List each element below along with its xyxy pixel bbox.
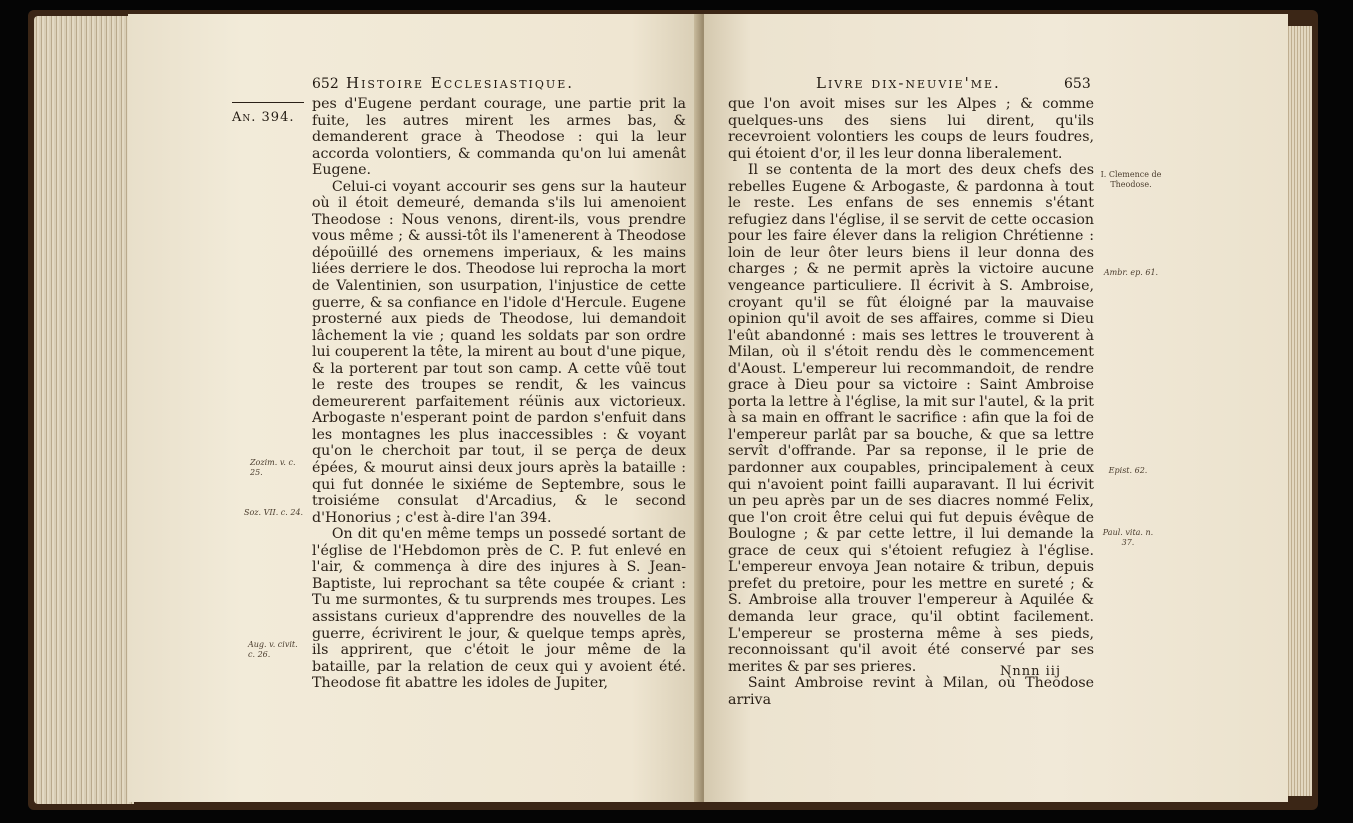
right-paragraph-1: que l'on avoit mises sur les Alpes ; & comme quelques-uns des siens lui dirent, qu'ils recevroient volontiers les coups de leurs foudres, qui étoient d'or, il les leur donna liberalement. (728, 96, 1094, 162)
right-margin-note-3: Epist. 62. (1108, 466, 1148, 475)
left-paragraph-2: Celui-ci voyant accourir ses gens sur la hauteur où il étoit demeuré, demanda s'ils lui amenoient Theodose : Nous venons, dirent-ils, vous prendre vous même ; & aussi-tôt ils l'amenerent à Theodose dépoüillé des ornemens imperiaux, & les mains liées derriere le dos. Theodose lui reprocha la mort de Valentinien, son usurpation, l'injustice de cette guerre, & sa confiance en l'idole d'Hercule. Eugene prosterné aux pieds de Theodose, lui demandoit lâchement la vie ; quand les soldats par son ordre lui couperent la tête, la mirent au bout d'une pique, & la porterent par tout son camp. A cette vûë tout le reste des troupes se rendit, & les vaincus demeurerent parfaitement réünis aux victorieux. Arbogaste n'esperant point de pardon s'enfuit dans les montagnes les plus inaccessibles : & voyant qu'on le cherchoit par tout, il se perça de deux épées, & mourut ainsi deux jours après la bataille : qui fut donnée le sixiéme de Septembre, sous le troisiéme consulat d'Arcadius, & le second d'Honorius ; c'est à-dire l'an 394. (312, 178, 686, 526)
year-label: An. 394. (232, 110, 295, 125)
right-margin-note-4: Paul. vita. n. 37. (1102, 528, 1154, 547)
page-edges-left (34, 16, 134, 804)
left-paragraph-3: On dit qu'en même temps un possedé sortant de l'église de l'Hebdomon près de C. P. fut enlevé en l'air, & commença à dire des injures à S. Jean-Baptiste, lui reprochant sa tête coupée & criant : Tu me surmontes, & tu surprends mes troupes. Les assistans curieux d'apprendre des nouvelles de la guerre, écrivirent le jour, & quelque temps après, ils apprirent, que c'étoit le jour même de la bataille, par la relation de ceux qui y avoient été. Theodose fit abattre les idoles de Jupiter, (312, 526, 686, 692)
right-margin-note-1: I. Clemence de Theodose. (1100, 170, 1162, 189)
right-paragraph-3: Saint Ambroise revint à Milan, où Theodose arriva (728, 675, 1094, 708)
right-paragraph-2: Il se contenta de la mort des deux chefs des rebelles Eugene & Arbogaste, & pardonna à tout le reste. Les enfans de ses ennemis s'étant refugiez dans l'église, il se servit de cette occasion pour les faire élever dans la religion Chrétienne : loin de leur ôter leurs biens il leur donna des charges ; & ne permit après la victoire aucune vengeance particuliere. Il écrivit à S. Ambroise, croyant qu'il se fût éloigné par la mauvaise opinion qu'il avoit de ses affaires, comme si Dieu l'eût abandonné : mais ses lettres le trouverent à Milan, où il s'étoit rendu dès le commencement d'Aoust. L'empereur lui recommandoit, de rendre grace à Dieu pour sa victoire : Saint Ambroise porta la lettre à l'église, la mit sur l'autel, & la prit à sa main en offrant le sacrifice : afin que la foi de l'empereur parlât par sa bouche, & que sa lettre servît d'offrande. Par sa reponse, il le prie de pardonner aux coupables, principalement à ceux qui n'avoient point failli auparavant. Il lui écrivit un peu après par un de ses diacres nommé Felix, que l'on croit être celui qui fut depuis évêque de Boulogne ; & par cette lettre, il lui demande la grace de ceux qui s'étoient refugiez à l'église. L'empereur envoya Jean notaire & tribun, depuis prefet du pretoire, pour les mettre en sureté ; & S. Ambroise alla trouver l'empereur à Aquilée & demanda leur grace, qu'il obtint facilement. L'empereur se prosterna même à ses pieds, reconnoissant qu'il avoit été conservé par ses merites & par ses prieres. (728, 162, 1094, 675)
right-running-head: Livre dix-neuvie'me. (816, 74, 1001, 92)
left-page-number: 652 (312, 76, 339, 92)
left-margin-note-1: Zozim. v. c. 25. (250, 458, 296, 477)
left-margin-note-3: Aug. v. civit. c. 26. (248, 640, 298, 659)
left-running-head: Histoire Ecclesiastique. (346, 74, 574, 92)
right-page-text (728, 96, 1094, 708)
left-paragraph-1: pes d'Eugene perdant courage, une partie prit la fuite, les autres mirent les armes bas, & demanderent grace à Theodose : qui la leur accorda volontiers, & commanda qu'on lui amenât Eugene. (312, 96, 686, 179)
signature-mark: Nnnn iij (1000, 664, 1061, 679)
left-margin-note-2: Soz. VII. c. 24. (244, 508, 304, 517)
year-rule (232, 102, 304, 103)
right-margin-note-2: Ambr. ep. 61. (1103, 268, 1159, 277)
left-page-text (312, 96, 686, 692)
right-page-number: 653 (1064, 76, 1091, 92)
page-edges-right (1286, 26, 1312, 796)
